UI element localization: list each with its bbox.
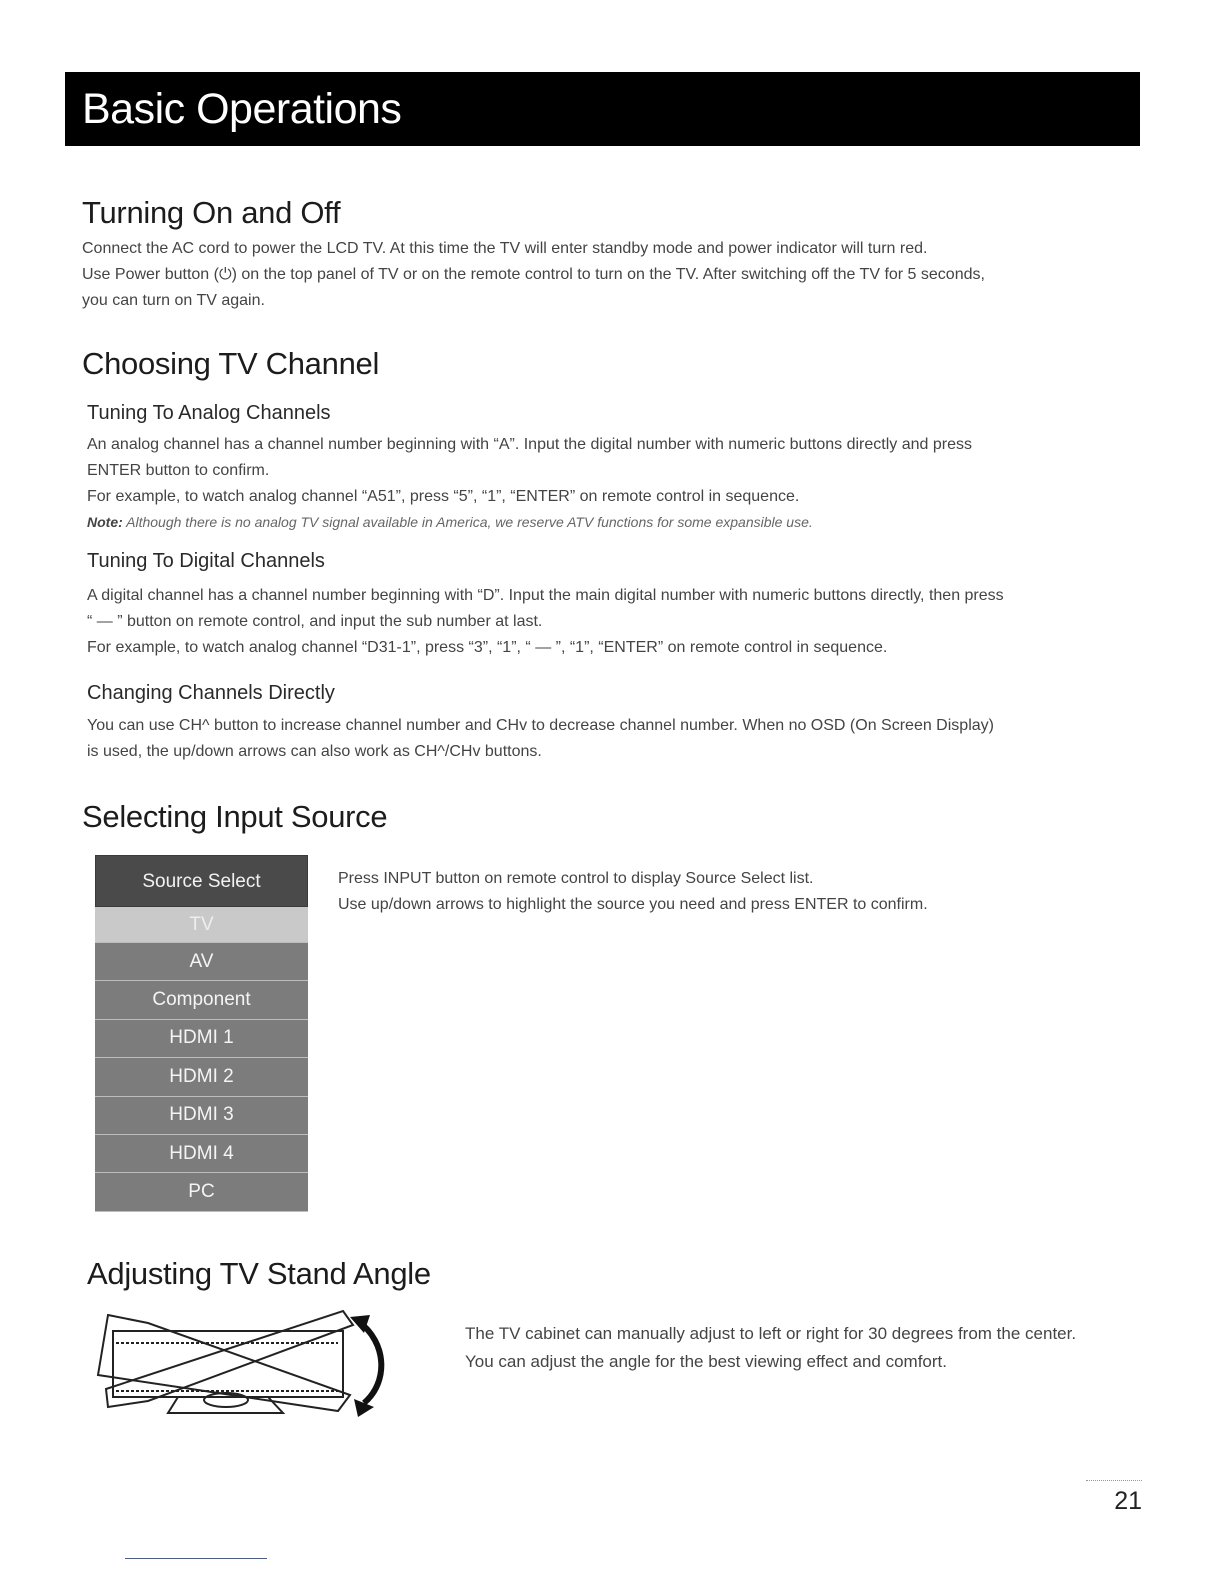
source-item-hdmi3[interactable]: HDMI 3 [95,1097,308,1135]
subsection-title-analog: Tuning To Analog Channels [87,402,331,424]
digital-text-3: For example, to watch analog channel “D31-1”, press “3”, “1”, “ — ”, “1”, “ENTER” on remote control in sequence. [87,639,888,656]
digital-text-1: A digital channel has a channel number beginning with “D”. Input the main digital number with numeric buttons directly, then press [87,587,1004,604]
source-item-hdmi1[interactable]: HDMI 1 [95,1020,308,1058]
analog-note [87,509,813,535]
subsection-title-direct: Changing Channels Directly [87,682,335,704]
page-number: 21 [1086,1480,1142,1516]
source-item-pc[interactable]: PC [95,1173,308,1211]
direct-text-2: is used, the up/down arrows can also work as CH^/CHv buttons. [87,743,542,760]
input-text-2: Use up/down arrows to highlight the source you need and press ENTER to confirm. [338,896,928,913]
analog-text-2: ENTER button to confirm. [87,462,270,479]
analog-text-3: For example, to watch analog channel “A51”, press “5”, “1”, “ENTER” on remote control in sequence. [87,488,800,505]
source-item-hdmi2[interactable]: HDMI 2 [95,1058,308,1096]
section-title-stand: Adjusting TV Stand Angle [87,1256,431,1291]
direct-text-1: You can use CH^ button to increase channel number and CHv to decrease channel number. When no OSD (On Screen Display) [87,717,994,734]
tv-stand-rotation-illustration [88,1303,398,1423]
source-item-hdmi4[interactable]: HDMI 4 [95,1135,308,1173]
stand-text-2: You can adjust the angle for the best viewing effect and comfort. [465,1352,947,1371]
power-text-1: Connect the AC cord to power the LCD TV. At this time the TV will enter standby mode and power indicator will turn red. [82,240,928,257]
rotation-arrow-icon [350,1315,381,1417]
stand-text-1: The TV cabinet can manually adjust to left or right for 30 degrees from the center. [465,1324,1077,1343]
page-banner: Basic Operations [65,72,1140,146]
power-text-3: you can turn on TV again. [82,292,265,309]
source-item-av[interactable]: AV [95,943,308,981]
source-select-title: Source Select [95,855,308,907]
power-text-2: Use Power button (⏻) on the top panel of TV or on the remote control to turn on the TV. After switching off the TV for 5 seconds, [82,266,985,283]
subsection-title-digital: Tuning To Digital Channels [87,550,325,572]
analog-text-1: An analog channel has a channel number beginning with “A”. Input the digital number with numeric buttons directly and press [87,436,972,453]
source-select-menu [95,855,308,1212]
source-item-tv[interactable]: TV [95,907,308,943]
footer-divider [125,1558,267,1559]
source-item-component[interactable]: Component [95,981,308,1019]
section-title-input: Selecting Input Source [82,799,388,834]
note-text: Although there is no analog TV signal available in America, we reserve ATV functions for some expansible use. [122,514,813,530]
section-title-channel: Choosing TV Channel [82,346,380,381]
note-label: Note: [87,514,123,530]
input-text-1: Press INPUT button on remote control to display Source Select list. [338,870,814,887]
digital-text-2: “ — ” button on remote control, and input the sub number at last. [87,613,543,630]
section-title-power: Turning On and Off [82,195,341,230]
